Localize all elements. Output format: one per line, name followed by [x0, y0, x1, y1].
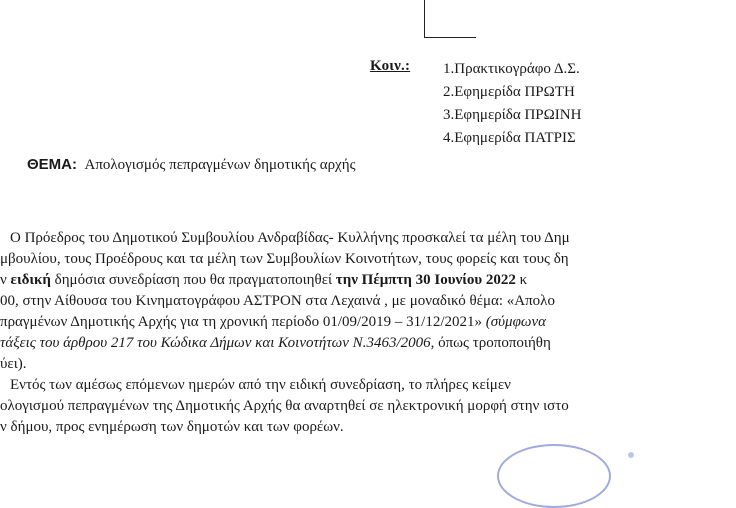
cc-recipient-item: 3.Εφημερίδα ΠΡΩΙΝΗ — [443, 107, 582, 123]
body-line: μβουλίου, τους Προέδρους και τα μέλη των Συμβουλίων Κοινοτήτων, τους φορείς και τους δη — [0, 251, 569, 267]
stamp-seal — [497, 444, 611, 508]
body-text-bold: την Πέμπτη 30 Ιουνίου 2022 — [335, 272, 516, 288]
body-line: ν δήμου, προς ενημέρωση των δημοτών και των φορέων. — [0, 419, 344, 435]
frame-line-vertical — [424, 0, 425, 38]
subject-label: ΘΕΜΑ: — [27, 156, 77, 173]
cc-recipient-list — [443, 58, 581, 150]
body-line — [0, 333, 551, 354]
body-text-run: πραγμένων Δημοτικής Αρχής για τη χρονική περίοδο 01/09/2019 – 31/12/2021» — [0, 314, 486, 330]
body-text-run: ν — [0, 272, 11, 288]
body-text-run: κ — [515, 272, 528, 288]
cc-recipient-item: 1.Πρακτικογράφο Δ.Σ. — [443, 61, 580, 77]
stamp-mark — [628, 452, 634, 458]
body-line: Ο Πρόεδρος του Δημοτικού Συμβουλίου Ανδραβίδας- Κυλλήνης προσκαλεί τα μέλη του Δημ — [10, 230, 570, 246]
body-text-italic: τάξεις του άρθρου 217 του Κώδικα Δήμων και Κοινοτήτων Ν.3463/2006, — [0, 335, 435, 351]
body-line — [0, 312, 546, 333]
body-text-italic: (σύμφωνα — [485, 314, 546, 330]
body-line — [0, 270, 527, 291]
frame-line-horizontal — [424, 37, 476, 38]
body-text-bold: ειδική — [10, 272, 51, 288]
cc-recipient-item: 4.Εφημερίδα ΠΑΤΡΙΣ — [443, 130, 576, 146]
cc-label: Κοιν.: — [370, 58, 411, 74]
subject-line — [27, 156, 356, 174]
body-text-run: όπως τροποποιήθη — [434, 335, 551, 351]
body-line: ολογισμού πεπραγμένων της Δημοτικής Αρχής θα αναρτηθεί σε ηλεκτρονική μορφή στην ιστο — [0, 398, 569, 414]
cc-recipient-item: 2.Εφημερίδα ΠΡΩΤΗ — [443, 84, 575, 100]
body-line: 00, στην Αίθουσα του Κινηματογράφου ΑΣΤΡΟΝ στα Λεχαινά , με μοναδικό θέμα: «Απολο — [0, 293, 555, 309]
body-line: ύει). — [0, 356, 27, 372]
body-text-run: δημόσια συνεδρίαση που θα πραγματοποιηθεί — [50, 272, 336, 288]
body-line: Εντός των αμέσως επόμενων ημερών από την ειδική συνεδρίαση, το πλήρες κείμεν — [10, 377, 511, 393]
subject-text: Απολογισμός πεπραγμένων δημοτικής αρχής — [84, 157, 356, 173]
